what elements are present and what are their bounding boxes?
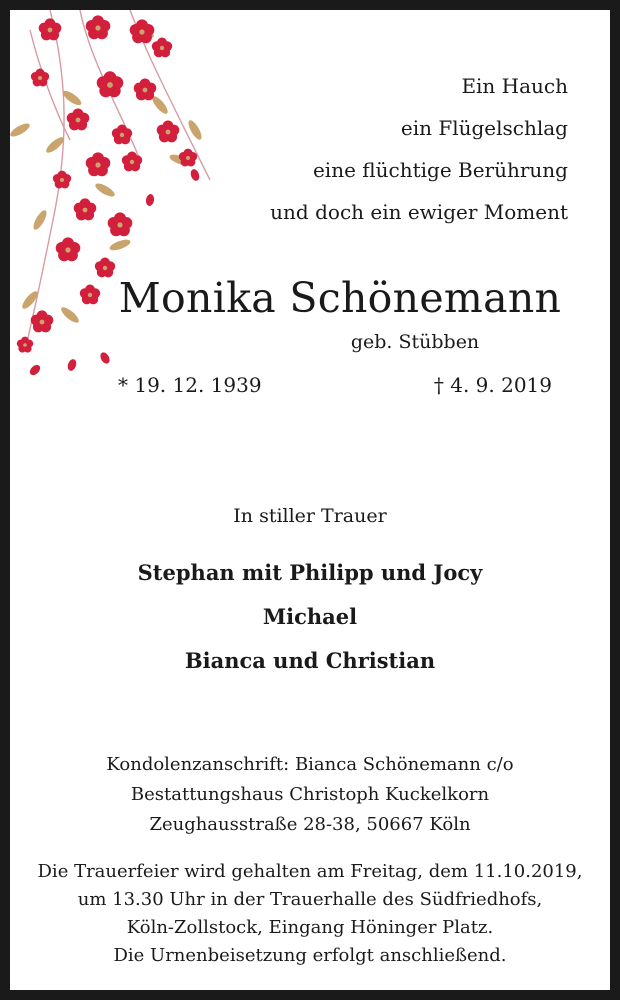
- blossom-4: [152, 38, 172, 58]
- family-name-1: Stephan mit Philipp und Jocy: [137, 560, 483, 585]
- ceremony-line-2: um 13.30 Uhr in der Trauerhalle des Südfriedhofs,: [77, 889, 543, 910]
- blossom-14: [53, 171, 71, 189]
- blossom-10: [157, 121, 180, 143]
- ceremony-info: [10, 858, 610, 970]
- falling-petal-5: [189, 168, 201, 182]
- blossom-12: [122, 152, 142, 172]
- life-dates: [10, 370, 610, 400]
- condolence-line-1: Kondolenzanschrift: Bianca Schönemann c/o: [106, 754, 514, 775]
- birth-date: * 19. 12. 1939: [118, 373, 262, 397]
- blossom-8: [67, 109, 90, 131]
- blossom-5: [31, 69, 49, 87]
- cherry-blossom-decoration: [10, 10, 240, 390]
- blossom-11: [179, 149, 197, 167]
- blossom-16: [108, 212, 133, 236]
- ceremony-line-3: Köln-Zollstock, Eingang Höninger Platz.: [126, 917, 494, 938]
- family-name-3: Bianca und Christian: [184, 648, 436, 673]
- poem-line-1: Ein Hauch: [461, 74, 568, 98]
- poem-line-2: ein Flügelschlag: [400, 116, 568, 140]
- condolence-line-3: Zeughausstraße 28-38, 50667 Köln: [149, 814, 471, 835]
- leaf-7: [108, 237, 131, 252]
- blossom-6: [97, 71, 124, 97]
- blossom-17: [56, 237, 81, 261]
- leaf-9: [59, 305, 81, 325]
- poem-line-3: eine flüchtige Berührung: [312, 158, 568, 182]
- mourning-intro: In stiller Trauer: [233, 505, 387, 527]
- poem: [270, 65, 568, 233]
- poem-line-4: und doch ein ewiger Moment: [270, 200, 568, 224]
- blossom-21: [17, 337, 33, 353]
- death-date: † 4. 9. 2019: [433, 373, 552, 397]
- ceremony-line-1: Die Trauerfeier wird gehalten am Freitag, dem 11.10.2019,: [37, 861, 583, 882]
- family-name-2: Michael: [262, 604, 358, 629]
- family-names: [10, 551, 610, 683]
- ceremony-line-4: Die Urnenbeisetzung erfolgt anschließend.: [113, 945, 507, 966]
- maiden-name: geb. Stübben: [350, 331, 480, 353]
- falling-petal-2: [99, 351, 112, 365]
- leaf-5: [31, 208, 49, 231]
- falling-petal-4: [145, 193, 155, 206]
- leaf-6: [93, 181, 116, 199]
- condolence-line-2: Bestattungshaus Christoph Kuckelkorn: [130, 784, 490, 805]
- blossom-13: [86, 152, 111, 176]
- blossom-15: [74, 198, 97, 220]
- blossom-2: [86, 15, 111, 39]
- blossom-1: [39, 18, 62, 40]
- leaf-12: [10, 121, 32, 139]
- condolence-address: [10, 750, 610, 840]
- blossom-3: [130, 19, 155, 43]
- blossom-9: [112, 125, 132, 145]
- deceased-name: Monika Schönemann: [118, 274, 562, 322]
- blossom-7: [134, 79, 157, 101]
